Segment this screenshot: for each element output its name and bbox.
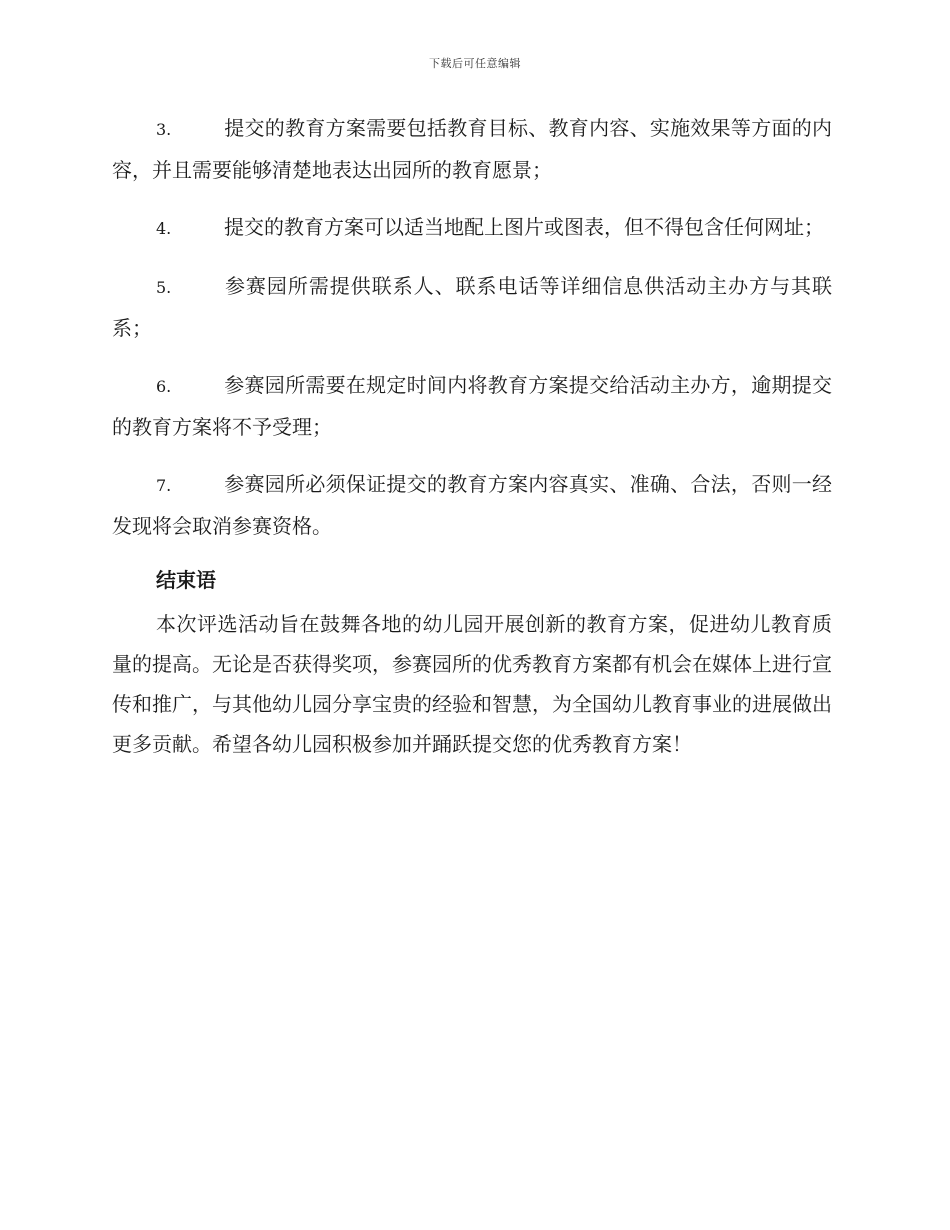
list-item-number: 6. bbox=[156, 377, 172, 396]
list-item-text: 提交的教育方案可以适当地配上图片或图表，但不得包含任何网址； bbox=[224, 215, 824, 239]
list-item-text: 参赛园所必须保证提交的教育方案内容真实、准确、合法，否则一经发现将会取消参赛资格。 bbox=[112, 472, 832, 538]
list-item bbox=[112, 108, 832, 190]
section-heading-conclusion: 结束语 bbox=[156, 568, 216, 592]
list-item bbox=[112, 207, 832, 249]
list-item bbox=[112, 464, 832, 546]
list-item-text: 参赛园所需提供联系人、联系电话等详细信息供活动主办方与其联系； bbox=[112, 274, 832, 340]
list-item-text: 参赛园所需要在规定时间内将教育方案提交给活动主办方，逾期提交的教育方案将不予受理； bbox=[112, 373, 832, 439]
list-item-number: 5. bbox=[156, 278, 172, 297]
conclusion-paragraph: 本次评选活动旨在鼓舞各地的幼儿园开展创新的教育方案，促进幼儿教育质量的提高。无论是否获得奖项，参赛园所的优秀教育方案都有机会在媒体上进行宣传和推广，与其他幼儿园分享宝贵的经验和智慧，为全国幼儿教育事业的进展做出更多贡献。希望各幼儿园积极参加并踊跃提交您的优秀教育方案！ bbox=[112, 612, 832, 756]
document-body bbox=[112, 108, 832, 764]
list-item-number: 7. bbox=[156, 476, 172, 495]
list-item bbox=[112, 266, 832, 348]
list-item-number: 4. bbox=[156, 219, 172, 238]
header-note: 下载后可任意编辑 bbox=[429, 57, 521, 70]
list-item bbox=[112, 365, 832, 447]
list-item-text: 提交的教育方案需要包括教育目标、教育内容、实施效果等方面的内容，并且需要能够清楚地表达出园所的教育愿景； bbox=[112, 116, 832, 182]
list-item-number: 3. bbox=[156, 120, 172, 139]
